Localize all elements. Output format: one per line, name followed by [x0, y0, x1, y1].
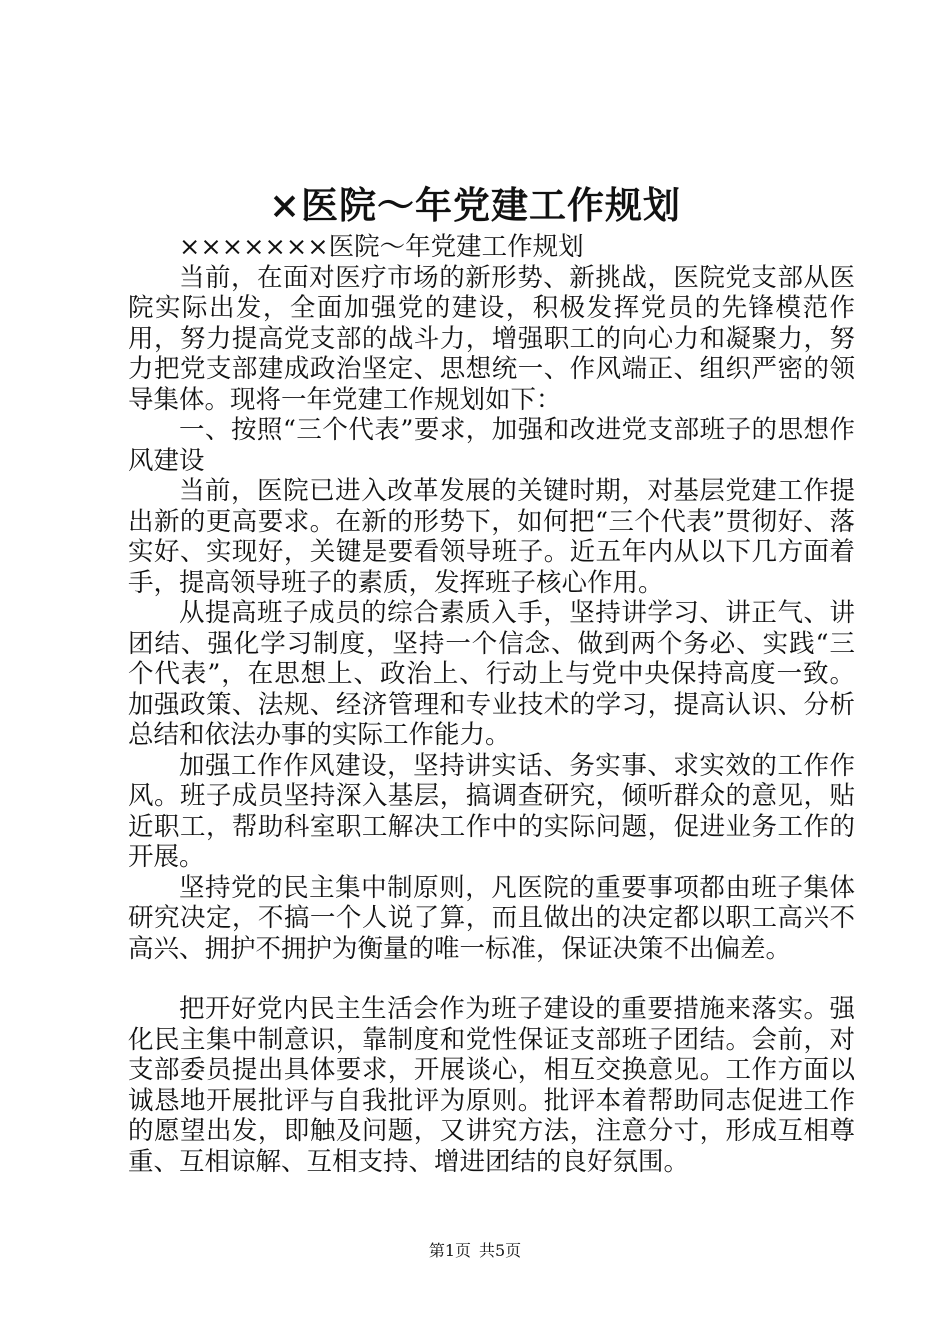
- page-total: 共5页: [479, 1241, 522, 1260]
- page-footer: [0, 1240, 950, 1262]
- body-paragraph: 坚持党的民主集中制原则，凡医院的重要事项都由班子集体研究决定，不搞一个人说了算，而且做出的决定都以职工高兴不高兴、拥护不拥护为衡量的唯一标准，保证决策不出偏差。: [128, 872, 855, 964]
- document-body: [128, 232, 855, 1177]
- body-paragraph: 把开好党内民主生活会作为班子建设的重要措施来落实。强化民主集中制意识，靠制度和党性保证支部班子团结。会前，对支部委员提出具体要求，开展谈心，相互交换意见。工作方面以诚恳地开展批评与自我批评为原则。批评本着帮助同志促进工作的愿望出发，即触及问题，又讲究方法，注意分寸，形成互相尊重、互相谅解、互相支持、增进团结的良好氛围。: [128, 994, 855, 1177]
- body-paragraph: ×××××××医院～年党建工作规划: [179, 232, 584, 262]
- page-number: 第1页: [428, 1241, 471, 1260]
- body-paragraph: 当前，在面对医疗市场的新形势、新挑战，医院党支部从医院实际出发，全面加强党的建设，积极发挥党员的先锋模范作用，努力提高党支部的战斗力，增强职工的向心力和凝聚力，努力把党支部建成政治坚定、思想统一、作风端正、组织严密的领导集体。现将一年党建工作规划如下：: [128, 262, 855, 415]
- section-heading: 一、按照“三个代表”要求，加强和改进党支部班子的思想作风建设: [128, 415, 855, 476]
- document-title: ×医院～年党建工作规划: [268, 183, 681, 227]
- body-paragraph: 从提高班子成员的综合素质入手，坚持讲学习、讲正气、讲团结、强化学习制度，坚持一个信念、做到两个务必、实践“三个代表”，在思想上、政治上、行动上与党中央保持高度一致。加强政策、法规、经济管理和专业技术的学习，提高认识、分析总结和依法办事的实际工作能力。: [128, 598, 855, 750]
- body-paragraph: 加强工作作风建设，坚持讲实话、务实事、求实效的工作作风。班子成员坚持深入基层，搞调查研究，倾听群众的意见，贴近职工，帮助科室职工解决工作中的实际问题，促进业务工作的开展。: [128, 750, 855, 872]
- body-paragraph: 当前，医院已进入改革发展的关键时期，对基层党建工作提出新的更高要求。在新的形势下，如何把“三个代表”贯彻好、落实好、实现好，关键是要看领导班子。近五年内从以下几方面着手，提高领导班子的素质，发挥班子核心作用。: [128, 476, 855, 598]
